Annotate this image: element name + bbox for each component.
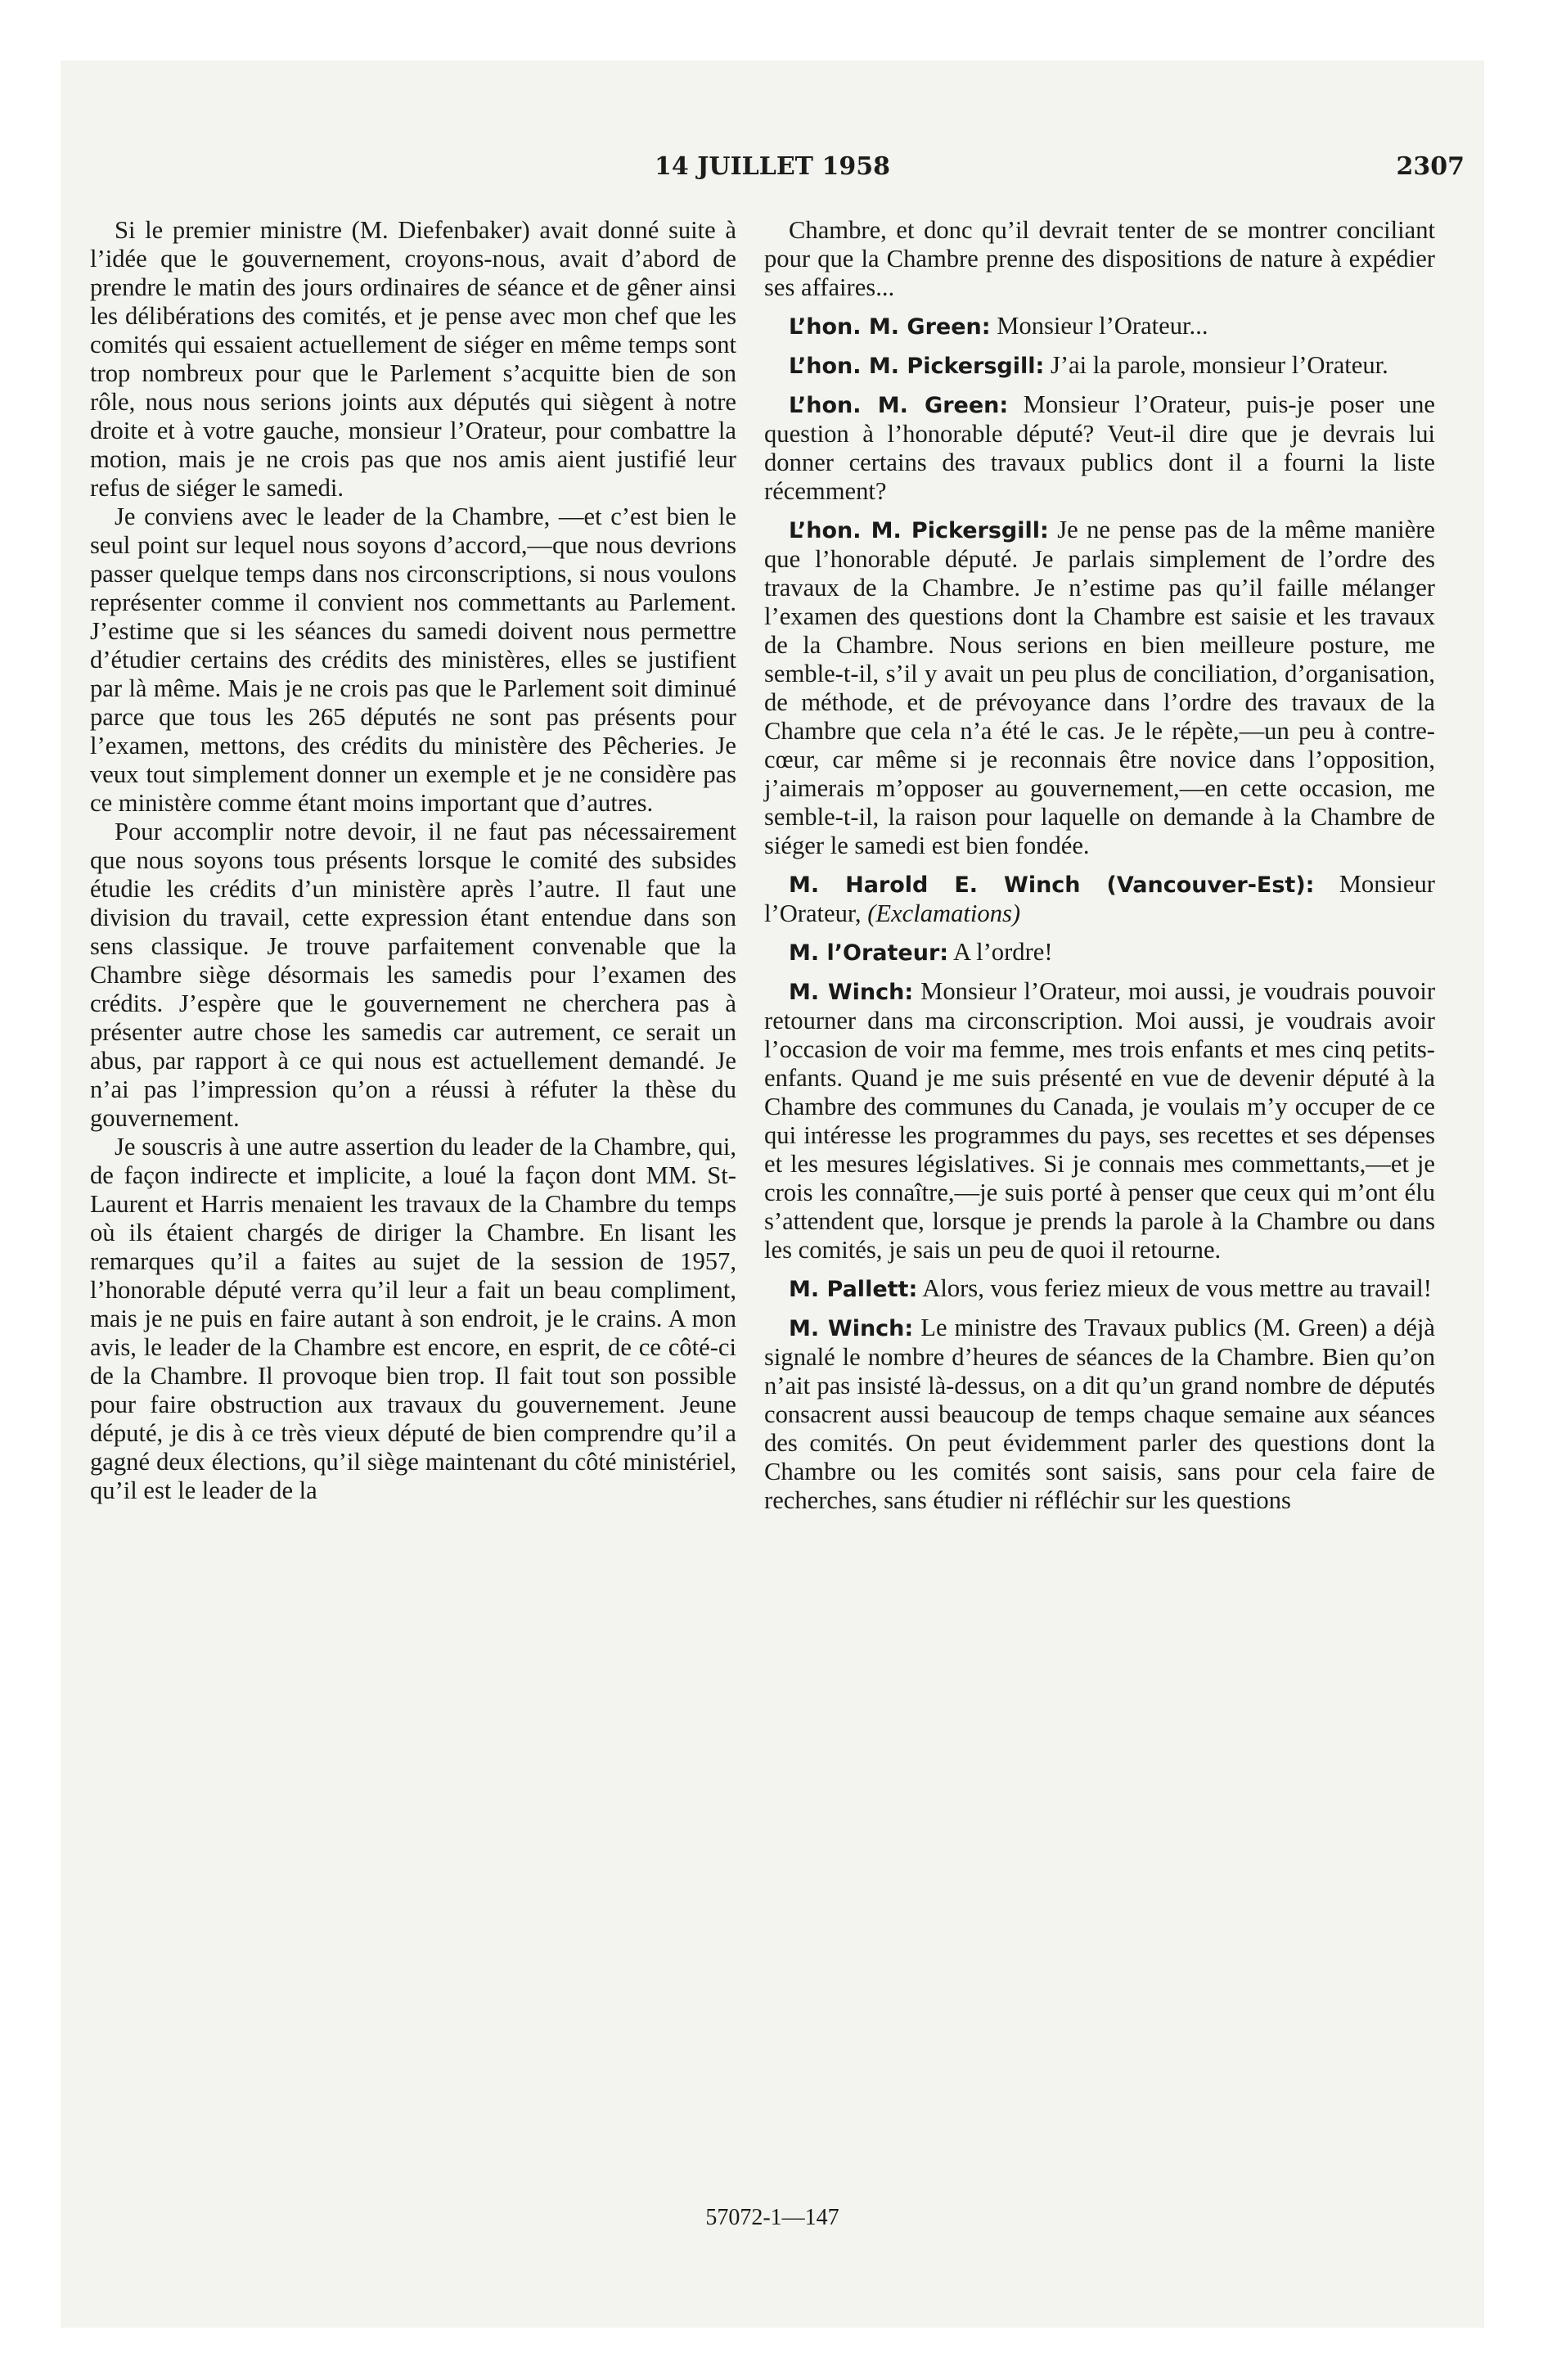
interjection: (Exclamations) <box>867 899 1021 927</box>
paragraph-text: Chambre, et donc qu’il devrait tenter de se montrer conciliant pour que la Chambre prenne des dispositions de nature à expédier ses affaires... <box>764 216 1435 301</box>
speaker-name: M. Harold E. Winch (Vancouver-Est): <box>789 872 1315 898</box>
speaker-name: M. Pallett: <box>789 1277 918 1302</box>
speech <box>764 1274 1435 1304</box>
page-footer: 57072-1—147 <box>705 2205 839 2230</box>
speech-text: Je ne pense pas de la même manière que l’honorable député. Je parlais simplement de l’ordre des travaux de la Chambre. Je n’estime pas qu’il faille mélanger l’examen des questions dont la Chambre est saisie et les travaux de la Chambre. Nous serions en bien meilleure posture, me semble-t-il, s’il y avait un peu plus de conciliation, d’organisation, de méthode, et de prévoyance dans l’ordre des travaux de la Chambre que cela n’a été le cas. Je le répète,—un peu à contre-cœur, car même si je reconnais être novice dans l’opposition, j’aimerais m’opposer au gouvernement,—en cette occasion, me semble-t-il, la raison pour laquelle on demande à la Chambre de siéger le samedi est bien fondée. <box>764 516 1435 859</box>
header-date: 14 JUILLET 1958 <box>655 152 890 181</box>
speech-text: Monsieur l’Orateur, <box>764 870 1435 927</box>
paragraph: Je souscris à une autre assertion du leader de la Chambre, qui, de façon indirecte et implicite, a loué la façon dont MM. St-Laurent et Harris menaient les travaux de la Chambre du temps où ils étaient chargés de diriger la Chambre. En lisant les remarques qu’il a faites au sujet de la session de 1957, l’honorable député verra qu’il leur a fait un beau compliment, mais je ne puis en faire autant à son endroit, je le crains. A mon avis, le leader de la Chambre est encore, en esprit, de ce côté-ci de la Chambre. Il provoque bien trop. Il fait tout son possible pour faire obstruction aux travaux du gouvernement. Jeune député, je dis à ce très vieux député de bien comprendre qu’il a gagné deux élections, qu’il siège maintenant du côté ministériel, qu’il est le leader de la <box>90 1133 736 1504</box>
paragraph: Je conviens avec le leader de la Chambre, —et c’est bien le seul point sur lequel nous soyons d’accord,—que nous devrions passer quelque temps dans nos circonscriptions, si nous voulons représenter comme il convient nos commettants au Parlement. J’estime que si les séances du samedi doivent nous permettre d’étudier certains des crédits des ministères, elles se justifient par là même. Mais je ne crois pas que le Parlement soit diminué parce que tous les 265 députés ne sont pas présents pour l’examen, mettons, des crédits du ministère des Pêcheries. Je veux tout simplement donner un exemple et je ne considère pas ce ministère comme étant moins important que d’autres. <box>90 503 736 817</box>
speaker-name: M. Winch: <box>789 980 914 1005</box>
speaker-name: L’hon. M. Green: <box>789 393 1009 418</box>
speech-text: Le ministre des Travaux publics (M. Green) a déjà signalé le nombre d’heures de séances de la Chambre. Bien qu’on n’ait pas insisté là-dessus, on a dit qu’un grand nombre de députés consacrent aussi beaucoup de temps chaque semaine aux séances des comités. On peut évidemment parler des questions dont la Chambre ou les comités sont saisis, sans pour cela faire de recherches, sans étudier ni réfléchir sur les questions <box>764 1314 1436 1514</box>
paragraph: Si le premier ministre (M. Diefenbaker) avait donné suite à l’idée que le gouvernement, croyons-nous, avait d’abord de prendre le matin des jours ordinaires de séance et de gêner ainsi les délibérations des comités, et je pense avec mon chef que les comités qui essaient actuellement de siéger en même temps sont trop nombreux pour que le Parlement s’acquitte bien de son rôle, nous nous serions joints aux députés qui siègent à notre droite et à votre gauche, monsieur l’Orateur, pour combattre la motion, mais je ne crois pas que nos amis aient justifié leur refus de siéger le samedi. <box>90 216 736 502</box>
speech-text: Monsieur l’Orateur, puis-je poser une question à l’honorable député? Veut-il dire que je devrais lui donner certains des travaux publics dont il a fourni la liste récemment? <box>764 390 1435 505</box>
speech-text: A l’ordre! <box>953 938 1053 966</box>
speech-text: Monsieur l’Orateur... <box>997 312 1208 340</box>
speech <box>764 977 1435 1264</box>
speech <box>764 312 1435 341</box>
speaker-name: L’hon. M. Pickersgill: <box>789 518 1049 543</box>
speaker-name: L’hon. M. Pickersgill: <box>789 354 1045 379</box>
page-sheet <box>61 61 1484 2328</box>
left-column <box>90 216 736 1505</box>
right-column <box>764 216 1435 1515</box>
speech-text: J’ai la parole, monsieur l’Orateur. <box>1050 351 1388 379</box>
page-header <box>61 152 1484 201</box>
speech-text: Monsieur l’Orateur, moi aussi, je voudrais pouvoir retourner dans ma circonscription. Moi aussi, je voudrais avoir l’occasion de voir ma femme, mes trois enfants et mes cinq petits-enfants. Quand je me suis présenté en vue de devenir député à la Chambre des communes du Canada, je voulais m’y occuper de ce qui intéresse les programmes du pays, ses recettes et ses dépenses et les mesures législatives. Si je connais mes commettants,—et je crois les connaître,—je suis porté à penser que ceux qui m’ont élu s’attendent que, lorsque je prends la parole à la Chambre ou dans les comités, je sais un peu de quoi il retourne. <box>764 977 1436 1264</box>
speaker-name: L’hon. M. Green: <box>789 314 991 340</box>
paragraph: Pour accomplir notre devoir, il ne faut pas nécessairement que nous soyons tous présents lorsque le comité des subsides étudie les crédits d’un ministère après l’autre. Il faut une division du travail, cette expression étant entendue dans son sens classique. Je trouve parfaitement convenable que la Chambre siège désormais les samedis pour l’examen des crédits. J’espère que le gouvernement ne cherchera pas à présenter autre chose les samedis car autrement, ce serait un abus, par rapport à ce qui nous est actuellement demandé. Je n’ai pas l’impression qu’on a réussi à réfuter la thèse du gouvernement. <box>90 818 736 1132</box>
speech <box>764 938 1435 967</box>
speech-text: Alors, vous feriez mieux de vous mettre au travail! <box>922 1274 1432 1302</box>
speaker-name: M. Winch: <box>789 1316 914 1341</box>
speech <box>764 516 1435 860</box>
speech <box>764 351 1435 381</box>
speaker-name: M. l’Orateur: <box>789 940 949 966</box>
paragraph-continued <box>764 216 1435 302</box>
page-number: 2307 <box>1396 152 1465 181</box>
speech <box>764 1314 1435 1515</box>
speech <box>764 870 1435 928</box>
speech <box>764 390 1435 506</box>
